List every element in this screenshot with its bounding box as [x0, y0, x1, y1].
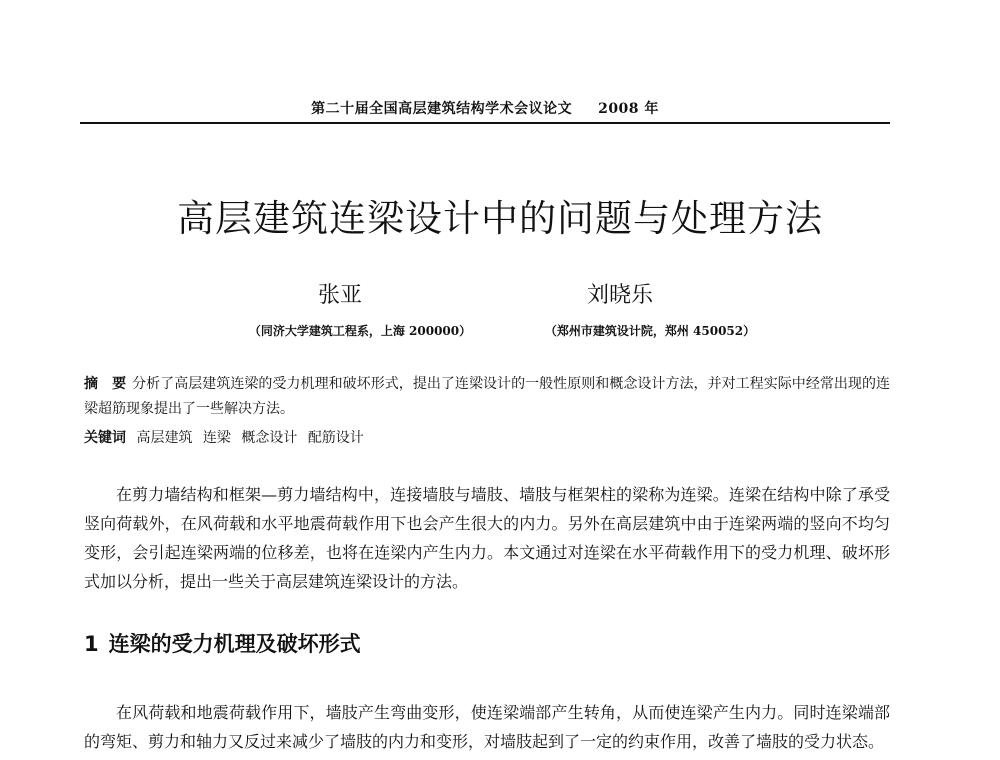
keyword-1: 高层建筑	[136, 430, 193, 446]
conference-name: 第二十届全国高层建筑结构学术会议论文	[311, 101, 573, 117]
author-1-name: 张亚	[317, 283, 362, 308]
header-rule	[80, 122, 890, 124]
section-1-number: 1	[84, 632, 99, 656]
paper-title: 高层建筑连梁设计中的问题与处理方法	[177, 197, 823, 240]
running-header	[80, 98, 890, 118]
keyword-3: 概念设计	[241, 430, 298, 446]
abstract-text: 分析了高层建筑连梁的受力机理和破坏形式，提出了连梁设计的一般性原则和概念设计方法，并对工程实际中经常出现的连梁超筋现象提出了一些解决方法。	[84, 376, 890, 417]
keyword-4: 配筋设计	[307, 430, 364, 446]
section-1-title: 连梁的受力机理及破坏形式	[108, 632, 361, 656]
author-2-name: 刘晓乐	[586, 283, 653, 308]
abstract-label: 摘 要	[84, 376, 127, 392]
keywords-label: 关键词	[84, 430, 126, 446]
author-2-affiliation: （郑州市建筑设计院，郑州 450052）	[544, 324, 756, 338]
publication-year: 2008 年	[598, 101, 659, 117]
keywords	[84, 426, 890, 451]
intro-paragraph: 在剪力墙结构和框架—剪力墙结构中，连接墙肢与墙肢、墙肢与框架柱的梁称为连梁。连梁在结构中除了承受竖向荷载外，在风荷载和水平地震荷载作用下也会产生很大的内力。另外在高层建筑中由于连梁两端的竖向不均匀变形，会引起连梁两端的位移差，也将在连梁内产生内力。本文通过对连梁在水平荷载作用下的受力机理、破坏形式加以分析，提出一些关于高层建筑连梁设计的方法。	[84, 485, 890, 591]
author-1-affiliation: （同济大学建筑工程系，上海 200000）	[248, 324, 472, 338]
section-1-paragraph: 在风荷载和地震荷载作用下，墙肢产生弯曲变形，使连梁端部产生转角，从而使连梁产生内力。同时连梁端部的弯矩、剪力和轴力又反过来减少了墙肢的内力和变形，对墙肢起到了一定的约束作用，改善了墙肢的受力状态。	[84, 703, 890, 751]
section-1-heading	[84, 628, 361, 658]
abstract	[84, 372, 890, 422]
keyword-2: 连梁	[202, 430, 231, 446]
